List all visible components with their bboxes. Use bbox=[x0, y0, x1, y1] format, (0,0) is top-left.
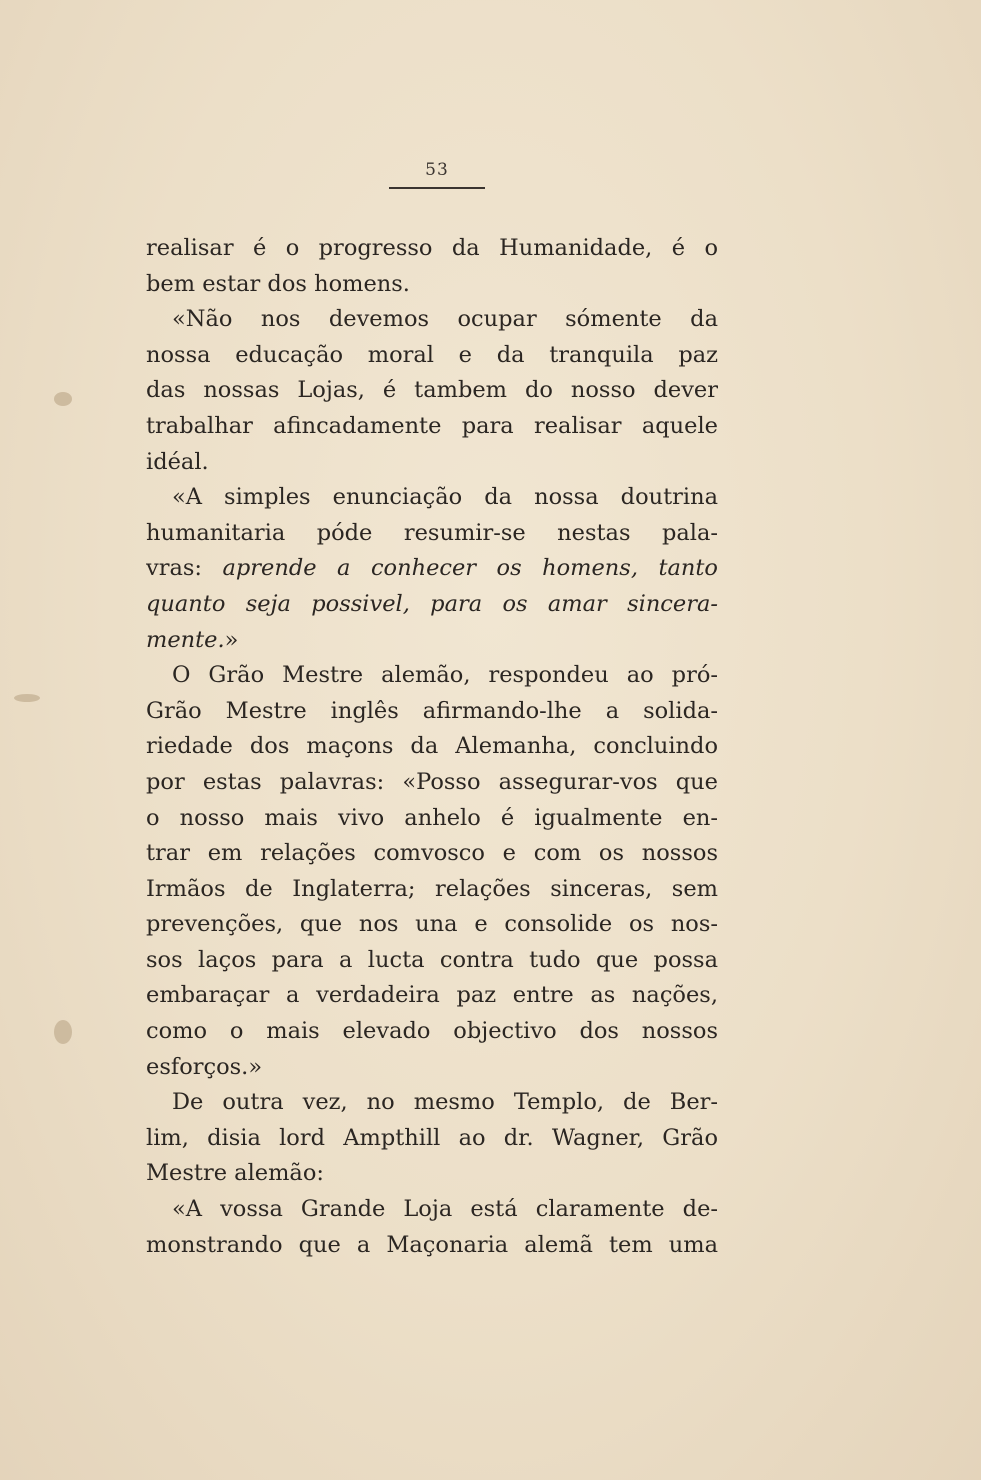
line-text: por estas palavras: «Posso assegurar-vos que bbox=[146, 768, 718, 795]
line-text: o nosso mais vivo anhelo é igualmente en- bbox=[146, 804, 718, 831]
text-line bbox=[146, 587, 718, 623]
line-text: «A vossa Grande Loja está claramente de- bbox=[172, 1196, 718, 1223]
line-text: «A simples enunciação da nossa doutrina bbox=[172, 484, 718, 511]
line-text: sos laços para a lucta contra tudo que possa bbox=[146, 946, 718, 973]
line-text: como o mais elevado objectivo dos nossos bbox=[146, 1018, 718, 1045]
text-line bbox=[146, 551, 718, 587]
text-line bbox=[146, 694, 718, 730]
line-text: das nossas Lojas, é tambem do nosso dever bbox=[146, 377, 718, 404]
text-line bbox=[146, 1121, 718, 1157]
margin-wormhole-mark bbox=[54, 392, 72, 406]
text-line bbox=[146, 409, 718, 445]
text-line bbox=[146, 1085, 718, 1121]
text-line bbox=[146, 302, 718, 338]
line-text: riedade dos maçons da Alemanha, concluindo bbox=[146, 733, 718, 760]
margin-wormhole-mark bbox=[54, 1020, 72, 1044]
italic-text: quanto seja possivel, para os amar sincera- bbox=[146, 590, 718, 617]
text-line bbox=[146, 765, 718, 801]
text-line bbox=[146, 445, 718, 481]
text-line bbox=[146, 231, 718, 267]
italic-text: mente. bbox=[146, 626, 225, 653]
line-text: monstrando que a Maçonaria alemã tem uma bbox=[146, 1231, 718, 1258]
text-line bbox=[146, 373, 718, 409]
text-line bbox=[146, 872, 718, 908]
line-text: nossa educação moral e da tranquila paz bbox=[146, 341, 718, 368]
text-line bbox=[146, 1156, 718, 1192]
text-line bbox=[146, 338, 718, 374]
page-number-rule bbox=[389, 187, 485, 189]
text-line bbox=[146, 658, 718, 694]
text-line bbox=[146, 516, 718, 552]
text-line bbox=[146, 267, 718, 303]
line-text: Irmãos de Inglaterra; relações sinceras, sem bbox=[146, 875, 718, 902]
text-line bbox=[146, 1228, 718, 1264]
margin-wormhole-mark bbox=[14, 694, 40, 702]
line-text: embaraçar a verdadeira paz entre as nações, bbox=[146, 982, 718, 1009]
line-text: vras: bbox=[146, 555, 223, 582]
text-line bbox=[146, 1014, 718, 1050]
line-text: lim, disia lord Ampthill ao dr. Wagner, Grão bbox=[146, 1124, 718, 1151]
line-text: idéal. bbox=[146, 448, 209, 475]
line-text: trar em relações comvosco e com os nossos bbox=[146, 840, 718, 867]
line-text: esforços.» bbox=[146, 1053, 263, 1080]
text-line bbox=[146, 1050, 718, 1086]
text-line bbox=[146, 836, 718, 872]
line-text: O Grão Mestre alemão, respondeu ao pró- bbox=[172, 662, 718, 689]
line-text: humanitaria póde resumir-se nestas pala- bbox=[146, 519, 718, 546]
text-line bbox=[146, 480, 718, 516]
line-text: » bbox=[224, 626, 239, 653]
line-text: De outra vez, no mesmo Templo, de Ber- bbox=[172, 1089, 718, 1116]
body-text bbox=[146, 231, 718, 1263]
text-line bbox=[146, 729, 718, 765]
line-text: realisar é o progresso da Humanidade, é o bbox=[146, 235, 718, 261]
line-text: Mestre alemão: bbox=[146, 1160, 324, 1187]
line-text: Grão Mestre inglês afirmando-lhe a solida- bbox=[146, 697, 718, 724]
line-text: trabalhar afincadamente para realisar aquele bbox=[146, 412, 718, 439]
text-line bbox=[146, 907, 718, 943]
text-line bbox=[146, 978, 718, 1014]
text-line bbox=[146, 1192, 718, 1228]
text-line bbox=[146, 943, 718, 979]
italic-text: aprende a conhecer os homens, tanto bbox=[222, 555, 718, 582]
page-number: 53 bbox=[425, 160, 449, 180]
text-line bbox=[146, 801, 718, 837]
line-text: bem estar dos homens. bbox=[146, 270, 410, 297]
line-text: prevenções, que nos una e consolide os nos- bbox=[146, 911, 718, 938]
line-text: «Não nos devemos ocupar sómente da bbox=[172, 306, 718, 333]
text-line bbox=[146, 623, 718, 659]
